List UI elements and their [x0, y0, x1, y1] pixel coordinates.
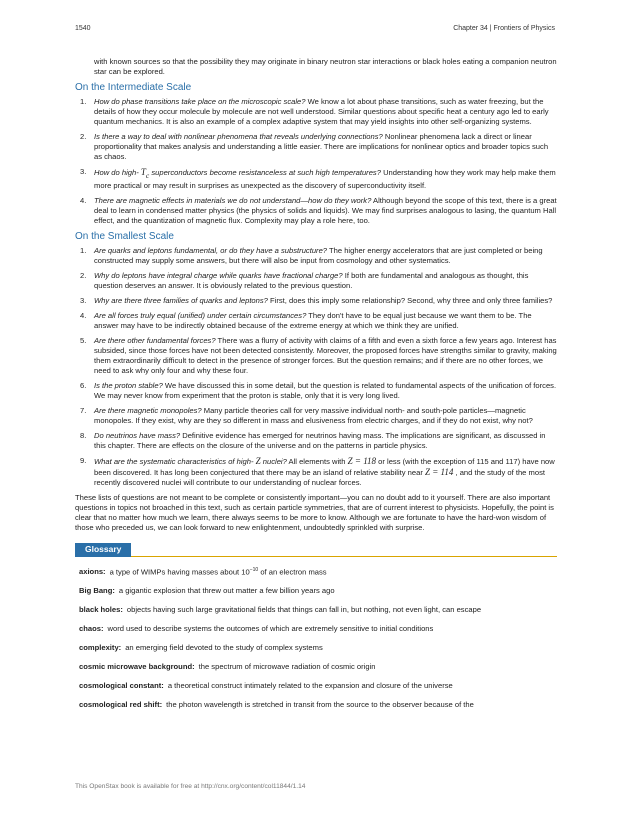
glossary-entry: black holes: objects having such large gravitational fields that things can fall in, but nothing, not even light, can escape — [79, 605, 482, 615]
summary-paragraph: These lists of questions are not meant to be complete or consistently important—you can no doubt add to it yourself. There are also important questions in topics not broached in this text, such as certain particle symmetries, that are of current interest to physicists. Hopefully, the point is clear that no matter how much we learn, there always seems to be more to know. Although we are fortunate to have the hard-won wisdom of those who preceded us, we can look forward to new enlightenment, undoubtedly sprinkled with surprise. — [75, 492, 554, 532]
list-item: 8. Do neutrinos have mass? Definitive evidence has emerged for neutrinos having mass. The implications are significant, as discussed in this chapter. There are effects on the closure of the universe and on the patterns in particle physics. — [80, 430, 546, 450]
glossary-entry: cosmic microwave background: the spectrum of microwave radiation of cosmic origin — [79, 662, 376, 672]
list-item: 2. Is there a way to deal with nonlinear phenomena that reveals underlying connections? Nonlinear phenomena lack a direct or linear proportionality that makes analysis and understanding a little easier. There are implications for nonlinear optics and broader topics such as chaos. — [80, 132, 549, 161]
glossary-entry: complexity: an emerging field devoted to the study of complex systems — [79, 643, 323, 653]
list-item: 1. Are quarks and leptons fundamental, or do they have a substructure? The higher energy accelerators that are just completed or being constructed may supply some answers, but there will also be input from cosmology and other systematics. — [80, 245, 543, 265]
list-item: 4. There are magnetic effects in materials we do not understand—how do they work? Although beyond the scope of this text, there is a great deal to learn in condensed matter physics (the physics of solids and liquids). We may find surprises analogous to lasing, the quantum Hall effect, and the quantization of magnetic flux. Complexity may play a role here, too. — [80, 195, 557, 225]
list-item: 1. How do phase transitions take place on the microscopic scale? We know a lot about phase transitions, such as water freezing, but the details of how they occur molecule by molecule are not well understood. Similar questions about specific heat a century ago led to early quantum mechanics. It is also an example of a complex adaptive system that may yield insights into other self-organizing systems. — [80, 97, 549, 126]
section-heading-smallest: On the Smallest Scale — [75, 230, 174, 242]
list-item: 5. Are there other fundamental forces? There was a flurry of activity with claims of a fifth and even a sixth force a few years ago. Interest has subsided, since those forces have not been detected consistently. Moreover, the proposed forces have strengths similar to gravity, making them extraordinarily difficult to detect in the presence of stronger forces. But the question remains; and if there are no other forces, we need to ask why only four and why these four. — [80, 335, 557, 375]
math-z-114: Z = 114 — [424, 466, 454, 477]
intermediate-list — [75, 97, 557, 226]
section-heading-intermediate: On the Intermediate Scale — [75, 82, 192, 93]
glossary-entry: chaos: word used to describe systems the outcomes of which are extremely sensitive to initial conditions — [79, 624, 434, 634]
page-content — [75, 57, 557, 710]
list-item: 6. Is the proton stable? We have discussed this in some detail, but the question is related to fundamental aspects of the unification of forces. We may never know from experiment that the proton is stable, only that it is very long lived. — [80, 380, 557, 400]
math-z-118: Z = 118 — [347, 455, 377, 466]
continuation-paragraph: with known sources so that the possibility they may originate in binary neutron star interactions or black holes eating a companion neutron star can be explored. — [94, 57, 557, 76]
page-footer: This OpenStax book is available for free at http://cnx.org/content/col11844/1.14 — [75, 783, 306, 790]
glossary-entry: axions: a type of WIMPs having masses about $10^{-10}$ of an electron mass — [79, 566, 327, 577]
chapter-title: Chapter 34 | Frontiers of Physics — [453, 25, 555, 32]
list-item: 7. Are there magnetic monopoles? Many particle theories call for very massive individual north- and south-pole particles—magnetic monopoles. If they exist, why are they so different in mass and elusiveness from electric charges, and if they do not exist, why not? — [80, 405, 533, 425]
list-item: 9. What are the systematic characteristics of high- Z nuclei? All elements with Z = 118 or less (with the exception of 115 and 117) have now been discovered. It has long been conjectured that there may be an island of relative stability near Z = 114 , and the study of the most recently discovered nuclei will contribute to our understanding of nuclear forces. — [80, 455, 555, 487]
glossary-entry: cosmological constant: a theoretical construct intimately related to the expansion and closure of the universe — [79, 681, 453, 691]
glossary-header — [75, 543, 557, 557]
list-item: 2. Why do leptons have integral charge while quarks have fractional charge? If both are fundamental and analogous as thought, this question deserves an answer. It is obviously related to the previous question. — [80, 270, 529, 290]
glossary-entry: Big Bang: a gigantic explosion that threw out matter a few billion years ago — [79, 586, 335, 596]
list-item: 4. Are all forces truly equal (unified) under certain circumstances? They don't have to be equal just because we want them to be. The answer may have to be indirectly obtained because of the extreme energy at which we think they are unified. — [80, 310, 532, 330]
list-item: 3. Why are there three families of quarks and leptons? First, does this imply some relationship? Second, why three and only three families? — [80, 295, 553, 305]
page-number: 1540 — [75, 25, 91, 32]
list-item: 3. How do high- $T_c$ superconductors become resistanceless at such high temperatures? Understanding how they work may help make them more practical or may result in surprises as unexpected as the discovery of superconductivity itself. — [80, 167, 556, 190]
smallest-list — [75, 246, 557, 488]
math-tc: $T_c$ — [140, 167, 150, 180]
math-z: Z — [255, 455, 261, 466]
glossary-entry: cosmological red shift: the photon wavelength is stretched in transit from the source to the observer because of the — [79, 700, 474, 710]
glossary-title: Glossary — [75, 543, 131, 557]
